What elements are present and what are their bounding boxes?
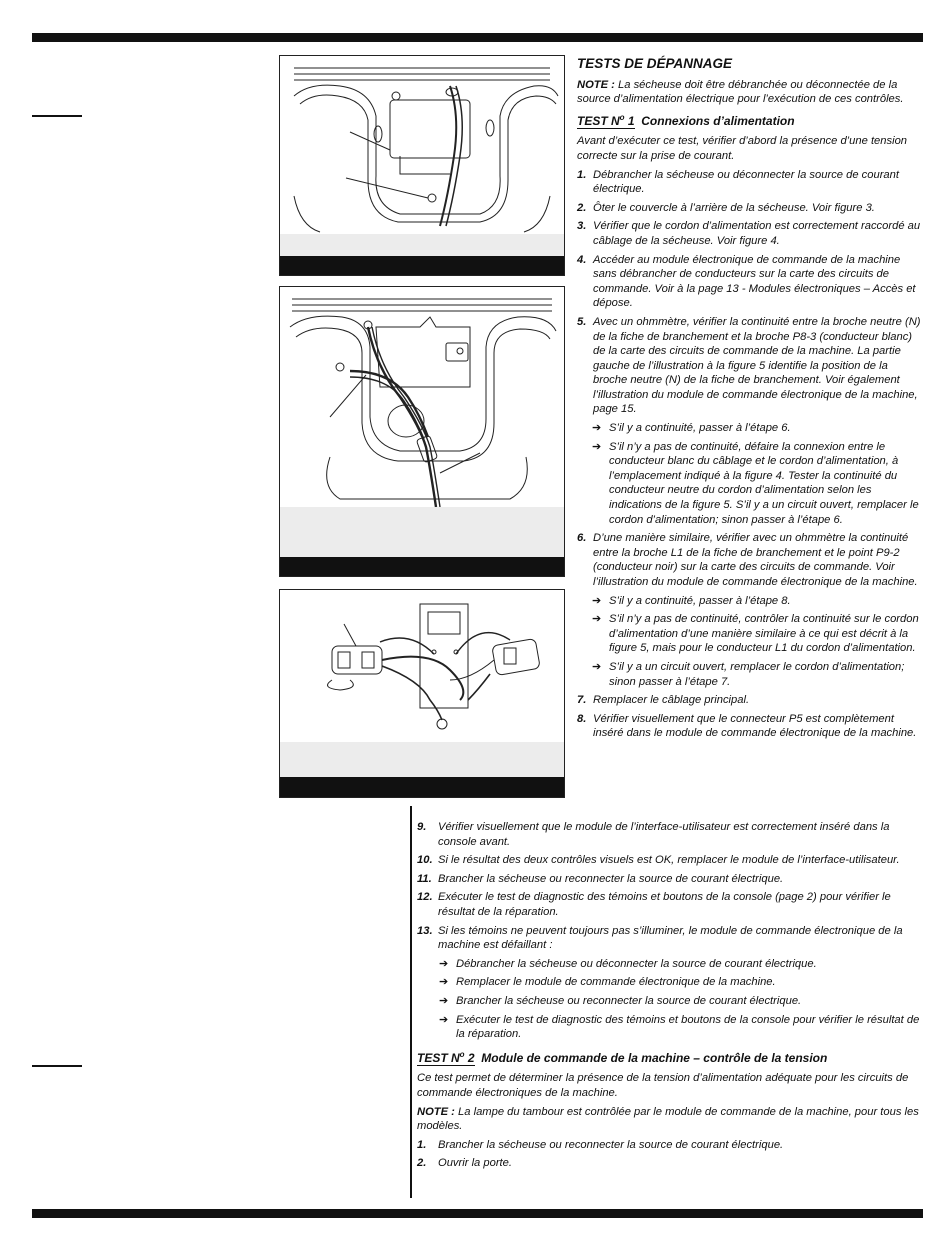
step-text: Si le résultat des deux contrôles visuels est OK, remplacer le module de l’interface-utilisateur. [438,854,900,867]
ohmmeter-illustration [280,590,564,742]
step-2 [577,201,922,216]
step-number: 6. [577,532,587,545]
step-text: Ôter le couvercle à l’arrière de la sécheuse. Voir figure 3. [593,201,875,214]
test2-intro: Ce test permet de déterminer la présence de la tension d’alimentation adéquate pour les circuits de commande électroniques de la machine. [417,1072,909,1099]
step-number: 8. [577,712,587,725]
test2-step-2 [417,1156,922,1171]
step-text: Remplacer le câblage principal. [593,694,750,707]
step-4 [577,253,922,311]
step-text: Vérifier que le cordon d’alimentation est correctement raccordé au câblage de la sécheuse. Voir figure 4. [593,220,921,247]
arrow-icon: ➔ [439,994,449,1007]
arrow-icon: ➔ [592,440,602,453]
step-13-sub-3 [439,994,922,1009]
step-13-sub-1 [439,957,922,972]
step-number: 9. [417,821,427,833]
step-13 [417,924,922,953]
step-text: Exécuter le test de diagnostic des témoins et boutons de la console (page 2) pour vérifier le résultat de la réparation. [438,891,891,918]
step-text: D’une manière similaire, vérifier avec un ohmmètre la continuité entre la broche L1 de la fiche de branchement et le point P9-2 (conducteur noir) sur la carte des circuits de commande. Voir l’illustration du module de commande électronique de la machine. [593,532,918,588]
note-text: La lampe du tambour est contrôlée par le module de commande de la machine, pour tous les modèles. [417,1105,919,1133]
troubleshooting-column [577,57,922,745]
margin-rule-2 [32,1065,82,1067]
step-5-sub-2 [592,440,922,528]
step-number: 7. [577,694,587,707]
rear-panel-illustration [280,56,564,234]
test1-prefix: TEST N [577,113,620,128]
test2-number: 2 [464,1050,475,1065]
test2-prefix: TEST N [417,1050,460,1065]
step-number: 10. [417,854,433,867]
note-label: NOTE : [577,78,615,91]
step-1 [577,168,922,197]
step-6-sub-3 [592,660,922,689]
column-divider [410,806,412,1198]
sub-text: Débrancher la sécheuse ou déconnecter la source de courant électrique. [456,957,817,970]
step-10 [417,853,922,868]
sub-text: Remplacer le module de commande électronique de la machine. [456,976,776,989]
sub-text: Exécuter le test de diagnostic des témoins et boutons de la console pour vérifier le résultat de la réparation. [456,1013,920,1041]
figure-label-band [280,557,564,576]
test1-number: 1 [624,113,635,128]
step-text: Débrancher la sécheuse ou déconnecter la source de courant électrique. [593,168,899,196]
note-text: La sécheuse doit être débranchée ou déconnectée de la source d’alimentation électrique pour l’exécution de ces contrôles. [577,78,904,106]
step-5-sub-1 [592,421,922,436]
step-text: Brancher la sécheuse ou reconnecter la source de courant électrique. [438,872,784,885]
step-number: 1. [417,1138,427,1151]
step-number: 13. [417,924,433,937]
step-number: 4. [577,253,587,266]
step-8 [577,712,922,741]
step-13-sub-2 [439,975,922,990]
arrow-icon: ➔ [592,594,602,607]
step-text: Avec un ohmmètre, vérifier la continuité entre la broche neutre (N) de la fiche de branchement et la broche P8-3 (conducteur blanc) de la carte des circuits de commande de la machine. La partie gauche de l’illustration à la figure 5 identifie la position de la broche neutre (N) de la fiche de branchement. Voir également l’illustration du module de commande électronique de la machine, page 15. [593,315,921,416]
step-number: 12. [417,891,433,904]
step-text: Accéder au module électronique de commande de la machine sans débrancher de conducteurs sur la carte des circuits de commande. Voir à la page 13 - Modules électroniques – Accès et dépose. [593,253,916,310]
figure-label-band [280,777,564,797]
step-5 [577,315,922,417]
sub-text: Brancher la sécheuse ou reconnecter la source de courant électrique. [456,994,802,1007]
step-text: Vérifier visuellement que le module de l’interface-utilisateur est correctement inséré dans la console avant. [438,821,890,848]
step-11 [417,872,922,887]
figure-rear-panel [279,55,565,276]
sub-text: S’il y a un circuit ouvert, remplacer le cordon d’alimentation; sinon passer à l’étape 7. [609,660,905,688]
step-6 [577,531,922,589]
bottom-rule [32,1209,923,1218]
page-title: TESTS DE DÉPANNAGE [577,56,733,71]
figure-label-band [280,256,564,275]
step-9 [417,820,922,849]
step-6-sub-2 [592,612,922,656]
step-number: 2. [577,201,587,214]
sub-text: S’il y a continuité, passer à l’étape 6. [609,422,791,435]
safety-note [577,78,922,107]
step-text: Ouvrir la porte. [438,1157,512,1170]
arrow-icon: ➔ [592,613,602,626]
step-text: Brancher la sécheuse ou reconnecter la source de courant électrique. [438,1138,784,1151]
step-text: Vérifier visuellement que le connecteur P5 est complètement inséré dans le module de commande électronique de la machine. [593,712,917,740]
figure-caption-band [280,742,564,777]
test1-heading [577,111,922,129]
margin-rule-1 [32,115,82,117]
test2-note [417,1105,922,1134]
step-6-sub-1 [592,594,922,609]
step-number: 1. [577,168,587,181]
test2-title: Module de commande de la machine – contrôle de la tension [481,1050,828,1065]
test2-sup: o [459,1049,465,1059]
step-12 [417,890,922,919]
arrow-icon: ➔ [439,1013,449,1026]
step-number: 11. [417,872,432,885]
step-number: 3. [577,220,587,233]
sub-text: S’il n’y a pas de continuité, contrôler la continuité sur le cordon d’alimentation d’une manière similaire à ce qui est décrit à la figure 5, mais pour le conducteur L1 du cordon d’alimentation. [609,613,919,655]
note-label: NOTE : [417,1105,455,1118]
power-cord-illustration [280,287,564,507]
test2-heading [417,1048,922,1066]
test1-intro: Avant d’exécuter ce test, vérifier d’abord la présence d’une tension correcte sur la prise de courant. [577,135,908,162]
arrow-icon: ➔ [592,660,602,673]
figure-ohmmeter-test [279,589,565,798]
step-text: Si les témoins ne peuvent toujours pas s’illuminer, le module de commande électronique de la machine est défaillant : [438,924,903,952]
arrow-icon: ➔ [439,957,449,970]
step-3 [577,219,922,248]
test1-sup: o [619,112,625,122]
arrow-icon: ➔ [439,976,449,989]
figure-caption-band [280,507,564,557]
figure-caption-band [280,234,564,256]
step-7 [577,693,922,708]
arrow-icon: ➔ [592,422,602,435]
sub-text: S’il y a continuité, passer à l’étape 8. [609,594,791,607]
lower-column [417,820,922,1175]
figure-power-cord-connection [279,286,565,577]
test2-step-1 [417,1138,922,1153]
step-13-sub-4 [439,1013,922,1042]
step-number: 5. [577,315,587,328]
sub-text: S’il n’y a pas de continuité, défaire la connexion entre le conducteur blanc du câblage et le cordon d’alimentation, à l’emplacement indiqué à la figure 4. Tester la continuité du conducteur neutre du cordon d’alimentation selon les indications de la figure 5. S’il y a un circuit ouvert, remplacer le cordon d’alimentation; sinon passer à l’étape 6. [609,440,919,526]
step-number: 2. [417,1157,427,1170]
top-rule [32,33,923,42]
test1-title: Connexions d’alimentation [641,113,795,128]
